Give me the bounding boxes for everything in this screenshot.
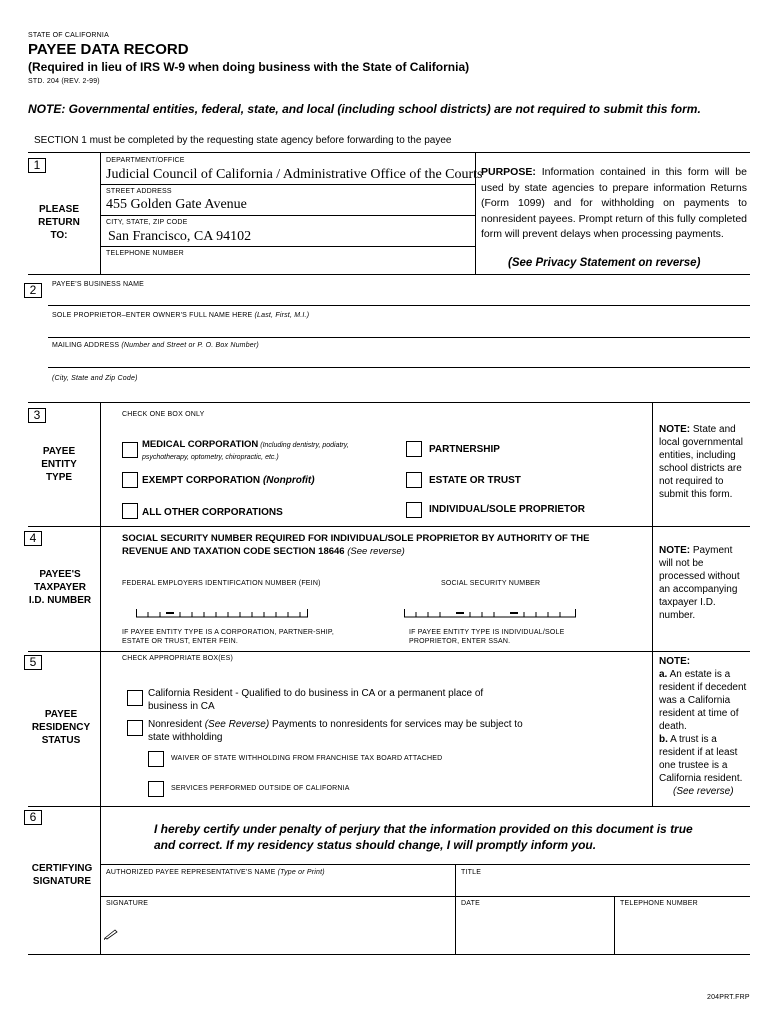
form-subtitle: (Required in lieu of IRS W-9 when doing business with the State of California) xyxy=(28,60,470,74)
phone-label: TELEPHONE NUMBER xyxy=(106,250,184,257)
nonresident-checkbox[interactable] xyxy=(127,720,143,736)
partnership-label: PARTNERSHIP xyxy=(429,444,500,455)
ca-resident-label: California Resident - Qualified to do business in CA or a permanent place of business in CA xyxy=(148,688,484,712)
ssn-required-heading: SOCIAL SECURITY NUMBER REQUIRED FOR INDIVIDUAL/SOLE PROPRIETOR BY AUTHORITY OF THE REVENUE AND TAXATION CODE SECTION 18646 (See reverse) xyxy=(122,533,590,557)
taxpayer-id-label: PAYEE'S TAXPAYER I.D. NUMBER xyxy=(28,569,92,606)
medical-corp-checkbox[interactable] xyxy=(122,442,138,458)
individual-checkbox[interactable] xyxy=(406,502,422,518)
fein-label: FEDERAL EMPLOYERS IDENTIFICATION NUMBER (FEIN) xyxy=(122,580,321,587)
fein-note: IF PAYEE ENTITY TYPE IS A CORPORATION, PARTNER-SHIP, ESTATE OR TRUST, ENTER FEIN. xyxy=(122,629,335,645)
taxpayer-note: NOTE: Payment will not be processed without an accompanying taxpayer I.D. number. xyxy=(659,545,740,621)
residency-note: NOTE: a. An estate is a resident if decedent was a California resident at time of death. b. A trust is a resident if at least one trustee is a California resident. (See reverse) xyxy=(659,656,747,797)
ssn-input[interactable] xyxy=(404,605,576,617)
estate-trust-label: ESTATE OR TRUST xyxy=(429,475,521,486)
street-value[interactable]: 455 Golden Gate Avenue xyxy=(106,197,247,212)
individual-label: INDIVIDUAL/SOLE PROPRIETOR xyxy=(429,504,585,515)
section-number-6: 6 xyxy=(24,810,42,825)
footer-code: 204PRT.FRP xyxy=(707,994,750,1001)
ca-resident-checkbox[interactable] xyxy=(127,690,143,706)
fein-input[interactable] xyxy=(136,605,308,617)
city-value[interactable]: San Francisco, CA 94102 xyxy=(108,229,252,244)
ssn-note: IF PAYEE ENTITY TYPE IS INDIVIDUAL/SOLE PROPRIETOR, ENTER SSAN. xyxy=(409,629,565,645)
partnership-checkbox[interactable] xyxy=(406,441,422,457)
dept-value[interactable]: Judicial Council of California / Administrative Office of the Courts xyxy=(106,167,483,182)
section1-intro: SECTION 1 must be completed by the requesting state agency before forwarding to the payee xyxy=(34,135,452,146)
rep-name-label: AUTHORIZED PAYEE REPRESENTATIVE'S NAME (Type or Print) xyxy=(106,869,325,876)
check-boxes-label: CHECK APPROPRIATE BOX(ES) xyxy=(122,655,234,662)
other-corp-checkbox[interactable] xyxy=(122,503,138,519)
section-number-2: 2 xyxy=(24,283,42,298)
form-number: STD. 204 (REV. 2-99) xyxy=(28,78,100,85)
ssn-label: SOCIAL SECURITY NUMBER xyxy=(441,580,541,587)
business-name-label: PAYEE'S BUSINESS NAME xyxy=(52,281,145,288)
nonresident-label: Nonresident (See Reverse) Payments to nonresidents for services may be subject to state withholding xyxy=(148,719,523,743)
exempt-corp-label: EXEMPT CORPORATION (Nonprofit) xyxy=(142,475,315,486)
other-corp-label: ALL OTHER CORPORATIONS xyxy=(142,507,283,518)
city-label: CITY, STATE, ZIP CODE xyxy=(106,219,188,226)
top-note: NOTE: Governmental entities, federal, state, and local (including school districts) are not required to submit this form. xyxy=(28,102,701,116)
mailing-label: MAILING ADDRESS (Number and Street or P. O. Box Number) xyxy=(52,342,259,349)
estate-trust-checkbox[interactable] xyxy=(406,472,422,488)
please-return-label: PLEASE RETURN TO: xyxy=(38,204,80,241)
dept-label: DEPARTMENT/OFFICE xyxy=(106,157,185,164)
services-outside-label: SERVICES PERFORMED OUTSIDE OF CALIFORNIA xyxy=(171,785,350,792)
section-number-1: 1 xyxy=(28,158,46,173)
title-label: TITLE xyxy=(461,869,482,876)
form-title: PAYEE DATA RECORD xyxy=(28,41,189,58)
check-one-label: CHECK ONE BOX ONLY xyxy=(122,411,205,418)
residency-status-label: PAYEE RESIDENCY STATUS xyxy=(31,709,91,746)
certifying-signature-label: CERTIFYING SIGNATURE xyxy=(31,863,93,887)
entity-note: NOTE: State and local governmental entities, including school districts are not required to submit this form. xyxy=(659,424,743,500)
medical-corp-label: MEDICAL CORPORATION (Including dentistry, podiatry, psychotherapy, optometry, chiropractic, etc.) xyxy=(142,439,349,461)
sole-prop-label: SOLE PROPRIETOR–ENTER OWNER'S FULL NAME HERE (Last, First, M.I.) xyxy=(52,312,310,319)
street-label: STREET ADDRESS xyxy=(106,188,172,195)
waiver-label: WAIVER OF STATE WITHHOLDING FROM FRANCHISE TAX BOARD ATTACHED xyxy=(171,755,443,762)
telephone-label: TELEPHONE NUMBER xyxy=(620,900,698,907)
date-label: DATE xyxy=(461,900,480,907)
waiver-checkbox[interactable] xyxy=(148,751,164,767)
pen-icon xyxy=(104,927,118,939)
section-number-4: 4 xyxy=(24,531,42,546)
certification-statement: I hereby certify under penalty of perjury that the information provided on this document is true and correct. If my residency status should change, I will promptly inform you. xyxy=(154,822,693,852)
signature-label: SIGNATURE xyxy=(106,900,149,907)
section-number-5: 5 xyxy=(24,655,42,670)
section-number-3: 3 xyxy=(28,408,46,423)
exempt-corp-checkbox[interactable] xyxy=(122,472,138,488)
state-label: STATE OF CALIFORNIA xyxy=(28,32,109,39)
city-state-zip-label: (City, State and Zip Code) xyxy=(52,375,138,382)
entity-type-label: PAYEE ENTITY TYPE xyxy=(41,446,77,483)
privacy-statement: (See Privacy Statement on reverse) xyxy=(508,257,701,269)
purpose-text: PURPOSE: Information contained in this form will be used by state agencies to prepare information Returns (Form 1099) and for withholding on payments to nonresident payees. Prompt return of this fully completed form will prevent delays when processing payments. xyxy=(481,166,747,240)
services-outside-checkbox[interactable] xyxy=(148,781,164,797)
